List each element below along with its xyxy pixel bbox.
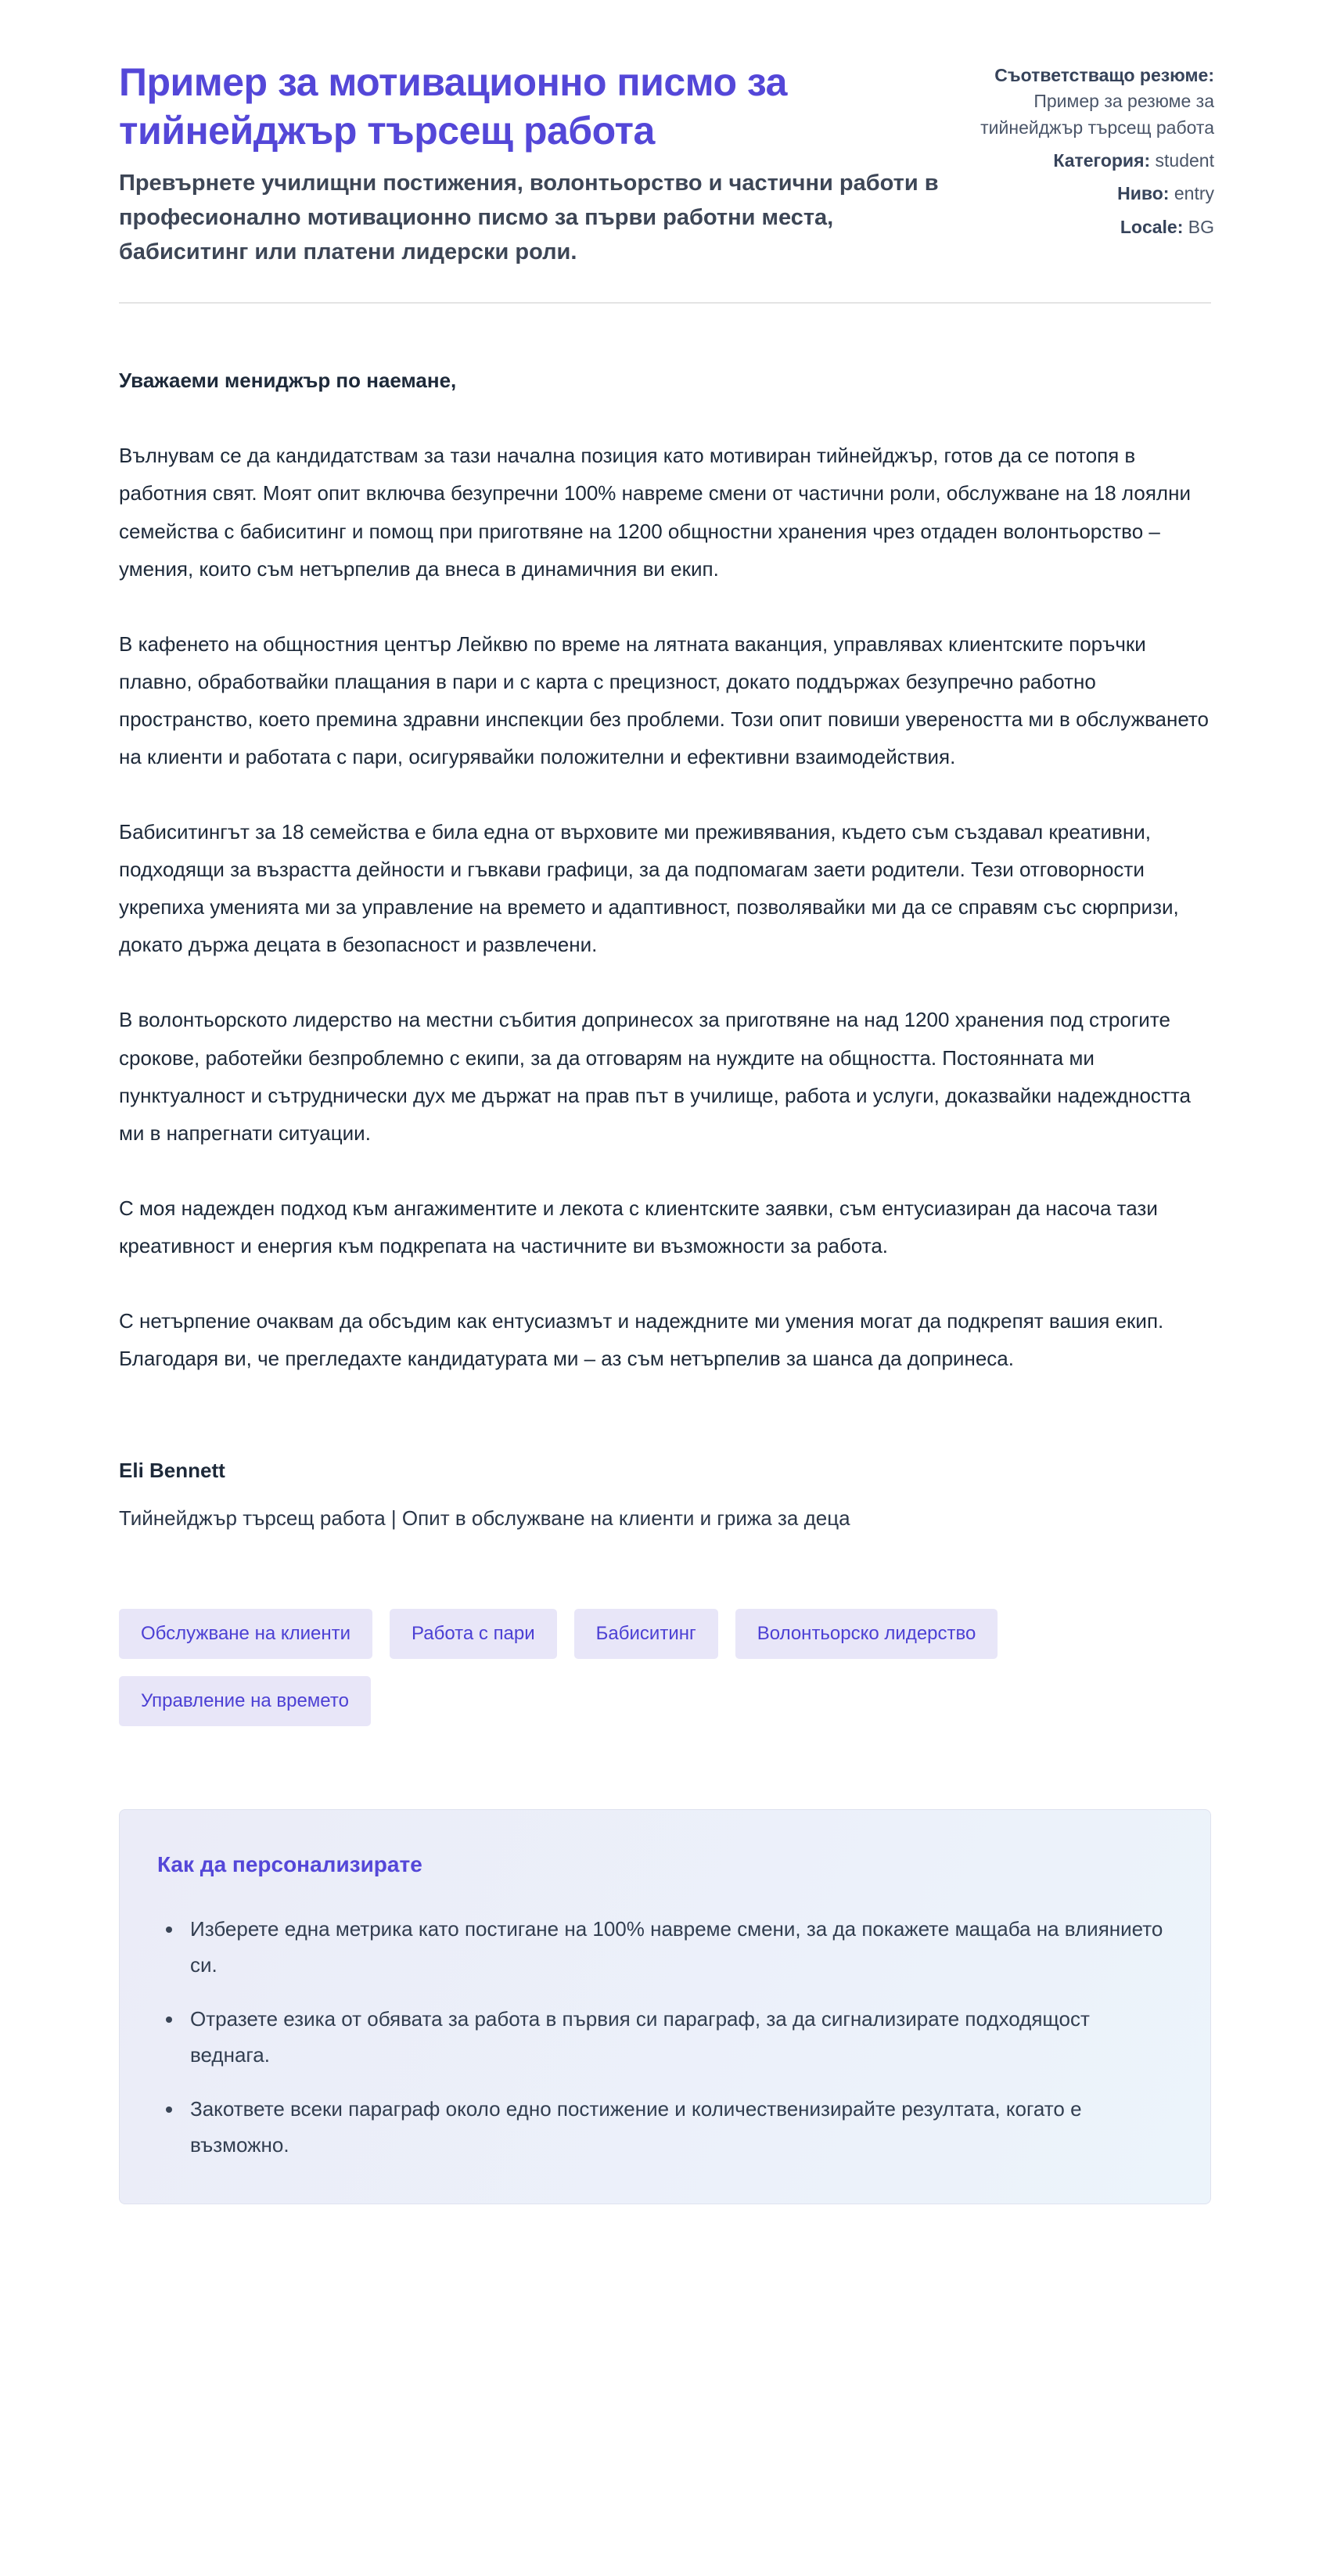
- meta-level-value: entry: [1174, 183, 1214, 204]
- meta-matching-resume-value: Пример за резюме за тийнейджър търсещ работа: [980, 91, 1214, 138]
- letter-paragraph: С нетърпение очаквам да обсъдим как ентусиазмът и надеждните ми умения могат да подкрепят вашия екип. Благодаря ви, че прегледахте кандидатурата ми – аз съм нетърпелив за шанса да допринеса.: [119, 1309, 1164, 1371]
- meta-category-value: student: [1155, 150, 1214, 171]
- personalize-title: Как да персонализирате: [157, 1852, 422, 1877]
- signature-name: Eli Bennett: [119, 1459, 225, 1483]
- personalize-box: [119, 1809, 1211, 2204]
- meta-level: [980, 181, 1214, 207]
- letter-paragraph: В волонтьорското лидерство на местни събития допринесох за приготвяне на над 1200 хранения под строгите срокове, работейки безпроблемно с екипи, за да отговарям на нуждите на общността. Постоянната ми пунктуалност и сътруднически дух ме държат на прав път в училище, работа и услуги, доказвайки надеждността ми в напрегнати ситуации.: [119, 1008, 1191, 1145]
- meta-locale: [980, 214, 1214, 240]
- letter-paragraph: Бабиситингът за 18 семейства е била една от върховите ми преживявания, където съм създавал креативни, подходящи за възрастта дейности и гъвкави графици, за да подпомагам заети родители. Тези отговорности укрепиха уменията ми за управление на времето и адаптивност, позволявайки ми да се справям със сюрпризи, докато държа децата в безопасност и развлечени.: [119, 820, 1179, 957]
- personalize-tip: • Закответе всеки параграф около едно постижение и количественизирайте резултата, когато е възможно.: [184, 2092, 1173, 2163]
- signature-block: [119, 1459, 1211, 1531]
- page-title: Пример за мотивационно писмо за тийнейджър търсещ работа: [119, 60, 787, 153]
- skill-tag-babysitting: Бабиситинг: [574, 1609, 718, 1659]
- skill-tag-time-management: Управление на времето: [119, 1676, 371, 1726]
- meta-matching-resume-label: Съответстващо резюме:: [994, 65, 1214, 85]
- meta-category: [980, 148, 1214, 174]
- skill-tag-volunteer-leadership: Волонтьорско лидерство: [735, 1609, 998, 1659]
- meta-category-label: Категория:: [1053, 150, 1151, 171]
- skill-tag-cash-handling: Работа с пари: [390, 1609, 557, 1659]
- meta-matching-resume: [980, 63, 1214, 141]
- letter-greeting: Уважаеми мениджър по наемане,: [119, 369, 457, 393]
- personalize-tip: • Изберете една метрика като постигане на 100% навреме смени, за да покажете мащаба на влиянието си.: [184, 1912, 1173, 1983]
- meta-level-label: Ниво:: [1117, 183, 1170, 204]
- page-subtitle: Превърнете училищни постижения, волонтьорство и частични работи в професионално мотивационно писмо за първи работни места, бабиситинг или платени лидерски роли.: [119, 171, 939, 265]
- personalize-tip-list: [157, 1912, 1173, 2163]
- letter-paragraph: Вълнувам се да кандидатствам за тази начална позиция като мотивиран тийнейджър, готов да се потопя в работния свят. Моят опит включва безупречни 100% навреме смени от частични роли, обслужване на 18 лоялни семейства с бабиситинг и помощ при приготвяне на 1200 общностни хранения чрез отдаден волонтьорство – умения, които съм нетърпелив да внеса в динамичния ви екип.: [119, 444, 1191, 581]
- page-header: [119, 58, 1214, 269]
- letter-body: [119, 362, 1211, 1377]
- meta-locale-value: BG: [1188, 216, 1214, 237]
- letter-paragraph: С моя надежден подход към ангажиментите и лекота с клиентските заявки, съм ентусиазиран да насоча тази креативност и енергия към подкрепата на частичните ви възможности за работа.: [119, 1196, 1158, 1257]
- header-divider: [119, 302, 1211, 304]
- skill-tags: [119, 1609, 1097, 1726]
- cover-letter-page: [119, 0, 1214, 2279]
- meta-panel: [980, 58, 1214, 247]
- personalize-tip: • Отразете езика от обявата за работа в първия си параграф, за да сигнализирате подходящост веднага.: [184, 2002, 1173, 2073]
- header-main: [119, 58, 948, 269]
- skill-tag-customer-service: Обслужване на клиенти: [119, 1609, 372, 1659]
- letter-paragraph: В кафенето на общностния център Лейквю по време на лятната ваканция, управлявах клиентските поръчки плавно, обработвайки плащания в пари и с карта с прецизност, докато поддържах безупречно работно пространство, което премина здравни инспекции без проблеми. Този опит повиши увереността ми в обслужването на клиенти и работата с пари, осигурявайки положителни и ефективни взаимодействия.: [119, 631, 1210, 768]
- meta-locale-label: Locale:: [1120, 216, 1184, 237]
- signature-role: Тийнейджър търсещ работа | Опит в обслужване на клиенти и грижа за деца: [119, 1506, 850, 1531]
